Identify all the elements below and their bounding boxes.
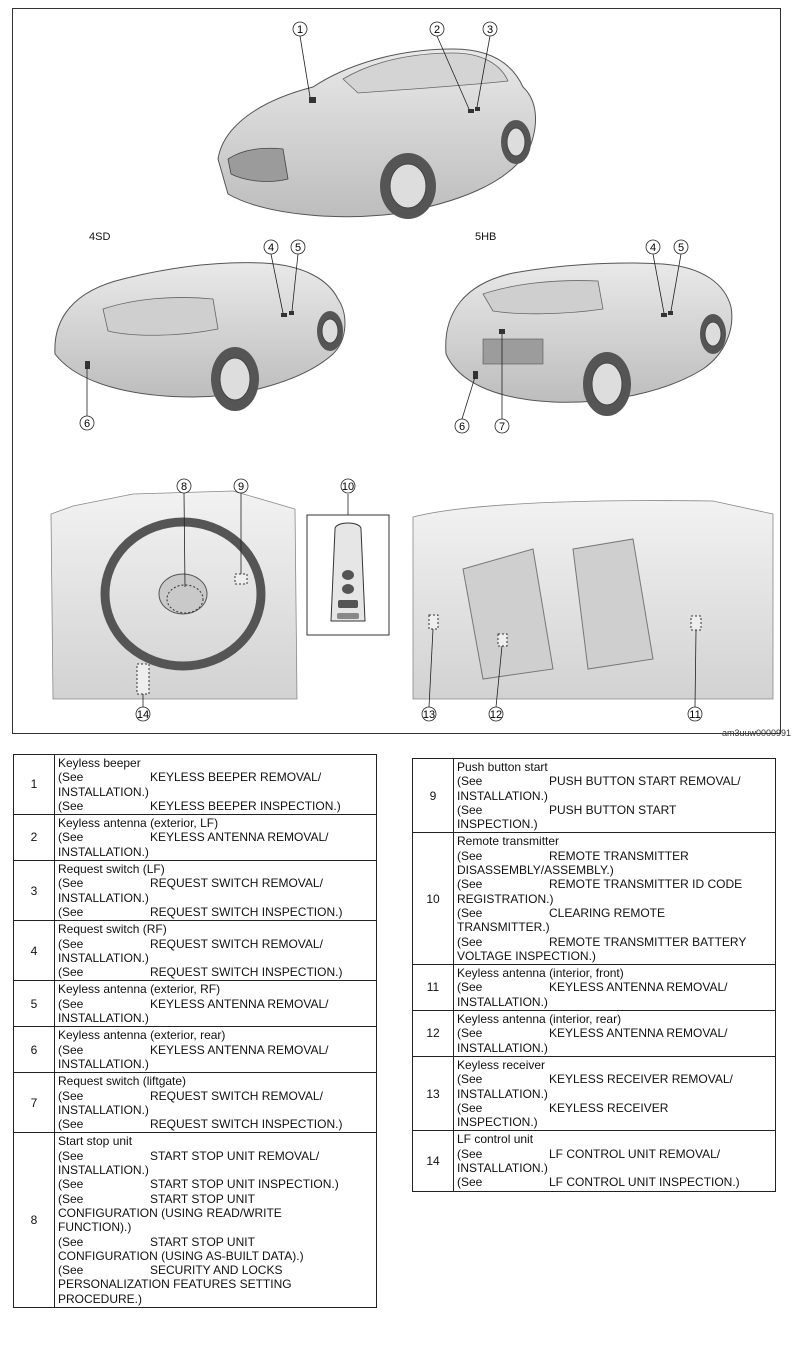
item-description [55, 921, 377, 981]
see-prefix: (See [457, 802, 483, 817]
item-number: 12 [413, 1011, 454, 1057]
callout-8 [177, 479, 191, 493]
callout-6 [455, 419, 469, 433]
item-number: 11 [413, 965, 454, 1011]
description-line: INSTALLATION.) [58, 890, 149, 905]
reference-link[interactable]: REQUEST SWITCH REMOVAL/ [150, 876, 323, 891]
see-prefix: (See [58, 965, 84, 980]
description-line: INSTALLATION.) [58, 950, 149, 965]
description-line [58, 1263, 373, 1277]
svg-text:14: 14 [136, 709, 150, 721]
callout-1 [293, 22, 307, 36]
vehicle-illustration [13, 9, 780, 733]
see-prefix: (See [58, 1088, 84, 1103]
reference-link[interactable]: PUSH BUTTON START [549, 802, 677, 817]
reference-link[interactable]: KEYLESS ANTENNA REMOVAL/ [150, 1042, 329, 1057]
reference-link[interactable]: LF CONTROL UNIT INSPECTION.) [549, 1175, 740, 1190]
svg-text:8: 8 [180, 481, 188, 493]
see-prefix: (See [457, 1175, 483, 1190]
item-description [454, 1056, 776, 1130]
figure-id: am3uuw0000991 [721, 728, 791, 738]
reference-link[interactable]: KEYLESS BEEPER INSPECTION.) [150, 798, 341, 813]
description-line: LF control unit [457, 1132, 534, 1147]
description-line: FUNCTION).) [58, 1220, 132, 1235]
item-number: 14 [413, 1131, 454, 1191]
description-line [457, 935, 772, 949]
see-prefix: (See [58, 1234, 84, 1249]
description-line [58, 1149, 373, 1163]
svg-text:3: 3 [486, 24, 494, 36]
description-line [58, 770, 373, 784]
callout-4 [264, 240, 278, 254]
svg-text:5: 5 [294, 242, 302, 254]
callout-9 [234, 479, 248, 493]
reference-link[interactable]: START STOP UNIT [150, 1191, 255, 1206]
description-line [457, 774, 772, 788]
svg-text:10: 10 [341, 481, 355, 493]
description-line [457, 849, 772, 863]
item-number: 1 [14, 755, 55, 815]
table-row [14, 861, 377, 921]
reference-link[interactable]: KEYLESS RECEIVER REMOVAL/ [549, 1072, 733, 1087]
description-line: Request switch (LF) [58, 862, 165, 877]
reference-link[interactable]: REQUEST SWITCH INSPECTION.) [150, 904, 343, 919]
description-line: INSTALLATION.) [58, 1102, 149, 1117]
see-prefix: (See [58, 1263, 84, 1278]
item-description [55, 755, 377, 815]
table-row [413, 833, 776, 965]
description-line [58, 876, 373, 890]
description-line [457, 803, 772, 817]
item-number: 4 [14, 921, 55, 981]
reference-link[interactable]: START STOP UNIT [150, 1234, 255, 1249]
description-line: PERSONALIZATION FEATURES SETTING [58, 1277, 292, 1292]
see-prefix: (See [457, 877, 483, 892]
description-line [457, 1101, 772, 1115]
item-number: 8 [14, 1133, 55, 1308]
see-prefix: (See [457, 934, 483, 949]
description-line [58, 997, 373, 1011]
callout-12 [489, 707, 503, 721]
callout-5 [674, 240, 688, 254]
item-description [454, 833, 776, 965]
description-line [58, 830, 373, 844]
item-number: 5 [14, 981, 55, 1027]
description-line: VOLTAGE INSPECTION.) [457, 948, 596, 963]
svg-text:11: 11 [689, 709, 701, 721]
svg-text:13: 13 [422, 709, 436, 721]
table-row [14, 755, 377, 815]
reference-link[interactable]: REQUEST SWITCH INSPECTION.) [150, 1117, 343, 1132]
item-description [454, 965, 776, 1011]
description-line: CONFIGURATION (USING AS-BUILT DATA).) [58, 1248, 304, 1263]
variant-label-sedan: 4SD [89, 231, 111, 243]
description-line: TRANSMITTER.) [457, 920, 550, 935]
svg-text:7: 7 [498, 421, 506, 433]
description-line [58, 1192, 373, 1206]
reference-link[interactable]: SECURITY AND LOCKS [150, 1263, 283, 1278]
description-line: INSTALLATION.) [457, 1086, 548, 1101]
description-line [457, 1026, 772, 1040]
description-line: Keyless antenna (interior, front) [457, 966, 624, 981]
svg-text:1: 1 [296, 24, 304, 36]
svg-text:6: 6 [458, 421, 466, 433]
see-prefix: (See [457, 980, 483, 995]
description-line: Push button start [457, 760, 548, 774]
description-line: INSTALLATION.) [457, 788, 548, 803]
parts-table-left [13, 754, 377, 1308]
callout-7 [495, 419, 509, 433]
see-prefix: (See [58, 876, 84, 891]
description-line: INSPECTION.) [457, 1115, 538, 1130]
description-line: INSTALLATION.) [457, 1161, 548, 1176]
description-line [457, 980, 772, 994]
description-line [58, 905, 373, 919]
reference-link[interactable]: REQUEST SWITCH REMOVAL/ [150, 1088, 323, 1103]
svg-text:9: 9 [237, 481, 245, 493]
description-line: INSTALLATION.) [58, 784, 149, 799]
description-line: INSTALLATION.) [457, 1040, 548, 1055]
description-line: Request switch (RF) [58, 922, 167, 937]
reference-link[interactable]: REQUEST SWITCH REMOVAL/ [150, 936, 323, 951]
description-line [58, 1089, 373, 1103]
item-number: 13 [413, 1056, 454, 1130]
description-line [457, 1072, 772, 1086]
description-line: INSPECTION.) [457, 817, 538, 832]
reference-link[interactable]: KEYLESS RECEIVER [549, 1100, 669, 1115]
item-number: 7 [14, 1073, 55, 1133]
table-row [413, 1011, 776, 1057]
callout-10 [341, 479, 355, 493]
reference-link[interactable]: CLEARING REMOTE [549, 905, 666, 920]
description-line [457, 906, 772, 920]
reference-link[interactable]: LF CONTROL UNIT REMOVAL/ [549, 1146, 721, 1161]
svg-text:4: 4 [267, 242, 275, 254]
variant-label-hatchback: 5HB [475, 231, 497, 243]
item-number: 10 [413, 833, 454, 965]
description-line: Keyless receiver [457, 1057, 546, 1072]
reference-link[interactable]: REMOTE TRANSMITTER BATTERY [549, 934, 747, 949]
car-sedan-rear-view [55, 263, 345, 411]
description-line [58, 1177, 373, 1191]
description-line: INSTALLATION.) [457, 994, 548, 1009]
description-line [58, 965, 373, 979]
callout-5 [291, 240, 305, 254]
see-prefix: (See [58, 798, 84, 813]
svg-text:6: 6 [83, 418, 91, 430]
svg-text:5: 5 [677, 242, 685, 254]
callout-13 [422, 707, 436, 721]
reference-link[interactable]: KEYLESS ANTENNA REMOVAL/ [549, 980, 728, 995]
description-line: INSTALLATION.) [58, 1056, 149, 1071]
see-prefix: (See [58, 904, 84, 919]
table-row [14, 815, 377, 861]
description-line: Keyless beeper [58, 756, 141, 770]
component-location-figure [12, 8, 781, 734]
see-prefix: (See [58, 1191, 84, 1206]
reference-link[interactable]: KEYLESS ANTENNA REMOVAL/ [150, 996, 329, 1011]
remote-transmitter-illustration [307, 515, 389, 635]
see-prefix: (See [58, 770, 84, 785]
svg-text:2: 2 [433, 24, 441, 36]
table-row [14, 921, 377, 981]
svg-text:12: 12 [489, 709, 503, 721]
see-prefix: (See [457, 905, 483, 920]
table-row [413, 759, 776, 833]
see-prefix: (See [457, 848, 483, 863]
item-number: 9 [413, 759, 454, 833]
reference-link[interactable]: KEYLESS BEEPER REMOVAL/ [150, 770, 322, 785]
table-row [14, 1073, 377, 1133]
table-row [413, 1056, 776, 1130]
see-prefix: (See [457, 774, 483, 789]
description-line [58, 1117, 373, 1131]
description-line: Keyless antenna (exterior, LF) [58, 816, 219, 831]
table-row [413, 1131, 776, 1191]
parts-table-right [412, 758, 776, 1192]
reference-link[interactable]: REMOTE TRANSMITTER ID CODE [549, 877, 743, 892]
table-row [14, 1027, 377, 1073]
callout-2 [430, 22, 444, 36]
see-prefix: (See [457, 1146, 483, 1161]
item-number: 3 [14, 861, 55, 921]
item-description [55, 981, 377, 1027]
see-prefix: (See [58, 996, 84, 1011]
see-prefix: (See [58, 1042, 84, 1057]
dashboard-interior-view [51, 491, 297, 699]
reference-link[interactable]: KEYLESS ANTENNA REMOVAL/ [150, 830, 329, 845]
callout-6 [80, 416, 94, 430]
description-line [58, 1043, 373, 1057]
see-prefix: (See [58, 1117, 84, 1132]
see-prefix: (See [58, 1177, 84, 1192]
cabin-interior-view [413, 501, 773, 699]
reference-link[interactable]: REQUEST SWITCH INSPECTION.) [150, 965, 343, 980]
table-row [413, 965, 776, 1011]
description-line: Start stop unit [58, 1134, 133, 1149]
item-description [454, 1011, 776, 1057]
item-description [55, 1027, 377, 1073]
description-line [457, 1147, 772, 1161]
see-prefix: (See [457, 1072, 483, 1087]
description-line: REGISTRATION.) [457, 891, 554, 906]
item-description [454, 1131, 776, 1191]
reference-link[interactable]: PUSH BUTTON START REMOVAL/ [549, 774, 741, 789]
callout-4 [646, 240, 660, 254]
see-prefix: (See [58, 1148, 84, 1163]
callout-11 [688, 707, 702, 721]
description-line: Keyless antenna (interior, rear) [457, 1012, 622, 1027]
item-number: 2 [14, 815, 55, 861]
table-row [14, 1133, 377, 1308]
reference-link[interactable]: REMOTE TRANSMITTER [549, 848, 689, 863]
see-prefix: (See [58, 936, 84, 951]
item-description [55, 815, 377, 861]
description-line: Remote transmitter [457, 834, 560, 849]
car-hatchback-rear-view [446, 263, 732, 416]
description-line [457, 877, 772, 891]
description-line [58, 799, 373, 813]
item-description [454, 759, 776, 833]
car-front-view [218, 49, 536, 219]
see-prefix: (See [58, 830, 84, 845]
table-row [14, 981, 377, 1027]
description-line: Keyless antenna (exterior, RF) [58, 982, 221, 997]
see-prefix: (See [457, 1100, 483, 1115]
description-line: CONFIGURATION (USING READ/WRITE [58, 1205, 282, 1220]
callout-3 [483, 22, 497, 36]
reference-link[interactable]: KEYLESS ANTENNA REMOVAL/ [549, 1026, 728, 1041]
item-description [55, 1073, 377, 1133]
item-number: 6 [14, 1027, 55, 1073]
description-line: PROCEDURE.) [58, 1291, 143, 1306]
description-line: Keyless antenna (exterior, rear) [58, 1028, 226, 1043]
callout-14 [136, 707, 150, 721]
reference-link[interactable]: START STOP UNIT REMOVAL/ [150, 1148, 320, 1163]
description-line: Request switch (liftgate) [58, 1074, 187, 1089]
description-line [58, 937, 373, 951]
description-line [457, 1175, 772, 1189]
description-line: INSTALLATION.) [58, 1011, 149, 1026]
item-description [55, 861, 377, 921]
description-line [58, 1235, 373, 1249]
description-line: DISASSEMBLY/ASSEMBLY.) [457, 863, 614, 878]
item-description [55, 1133, 377, 1308]
description-line: INSTALLATION.) [58, 1163, 149, 1178]
see-prefix: (See [457, 1026, 483, 1041]
description-line: INSTALLATION.) [58, 844, 149, 859]
svg-text:4: 4 [649, 242, 657, 254]
reference-link[interactable]: START STOP UNIT INSPECTION.) [150, 1177, 339, 1192]
